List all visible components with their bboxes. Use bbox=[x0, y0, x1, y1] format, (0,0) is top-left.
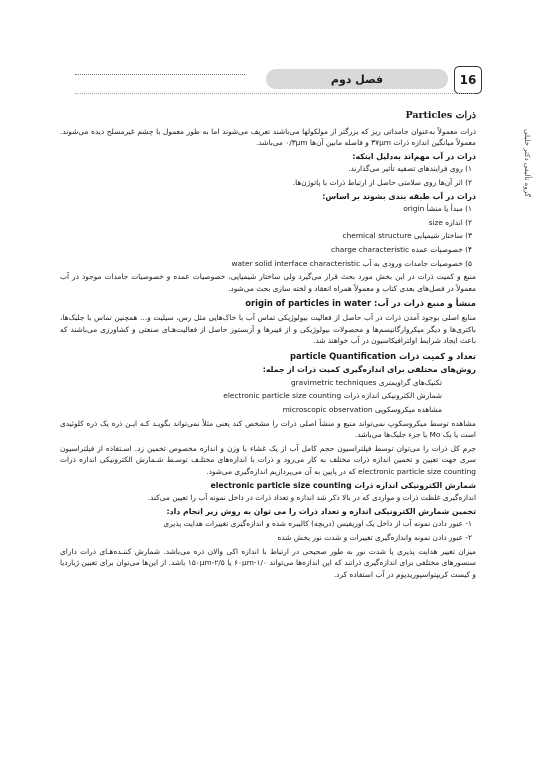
list-item: ۲) اندازه size bbox=[428, 217, 472, 227]
main-content bbox=[60, 110, 476, 582]
page-number-box bbox=[454, 66, 482, 94]
list-item: مشاهده میکروسکوپی microscopic observation bbox=[282, 405, 442, 415]
list-item: ۲- عبور دادن نمونه واندازه‌گیری تغییرات و شدت نور پخش شده bbox=[277, 533, 472, 542]
list-item: ۱) مبدأ یا منشأ origin bbox=[403, 204, 472, 214]
heading-methods: روش‌های مختلفی برای اندازه‌گیری کمیت ذرات از جمله: bbox=[262, 365, 476, 375]
list-item: ۱) روی فرایندهای تصفیه تأثیر می‌گذارند. bbox=[348, 164, 472, 174]
list-item: ۵) خصوصیات جامدات ورودی به آب water solid interface characteristic bbox=[231, 258, 472, 268]
list-item: ۳) ساختار شیمیایی chemical structure bbox=[342, 231, 472, 241]
paragraph-origin: منابع اصلی بوجود آمدن ذرات در آب حاصل از فعالیت بیولوژیکی تماس آب با خاک‌هایی مثل رس، سیلیت و... همچنین تماس با جلبک‌ها، باکتری‌ها و دیگر میکروارگانیسم‌ها و محصولات بیولوژیکی و از فیبرها و آزبستوز حاصل از فعالیت‌هـای صنعتی و کشاورزی می‌باشند که باعث ایجاد شرایط اولترافیکاسیون در آب خواهند شد. bbox=[60, 312, 476, 346]
paragraph-filtration-note: جرم کل ذرات را می‌توان توسط فیلتراسیون حجم کامل آب از یک غشاء با وزن و اندازه مخصوص تخمین زد. اسـتفاده از فیلتراسیون سری جهت تعیین و تخمین اندازه ذرات مختلف به کار می‌رود و ذرات با اندازه‌های مختلـف توسـط شـمارش الکترونیکی اندازه ذرات electronic particle size counting که در پایین به آن می‌پردازیم اندازه‌گیری می‌شود. bbox=[60, 443, 476, 477]
heading-importance: ذرات در آب مهم‌اند به‌دلیل اینکه: bbox=[352, 151, 476, 161]
page-number: 16 bbox=[459, 73, 477, 87]
section-title-quantification: تعداد و کمیت ذرات particle Quantification bbox=[289, 350, 476, 361]
heading-classification: ذرات در آب طبقه بندی بشوند بر اساس: bbox=[322, 191, 476, 201]
sidebar-vertical-label: گروه تألیفی دکتر خلیلی bbox=[523, 129, 531, 197]
paragraph-classification-note: منبع و کمیت ذرات در این بخش مورد بحث قرار می‌گیرد ولی ساختار شیمیایی، خصوصیات عمده و خصوصیات جامدات موجود در آب معمولاً در فصل‌های بعدی کتاب و معمولاً همراه انعقاد و لخته سازی بحث می‌شود. bbox=[60, 272, 476, 293]
paragraph-microscope-note: مشاهده توسط میکروسکوپ نمی‌تواند منبع و منشأ اصلی ذرات را مشخص کند یعنی مثلاً نمی‌تواند بگویـد کـه ایـن ذره یک ذره کلوئیدی است یا یک Mo یا جزء جلبک‌ها می‌باشد. bbox=[60, 418, 476, 440]
list-item: ۲) اثر آن‌ها روی سلامتی حاصل از ارتباط ذرات با پاتوژن‌ها. bbox=[292, 177, 472, 187]
chapter-title-pill bbox=[266, 69, 448, 89]
section-title-particles: ذرات Particles bbox=[405, 110, 476, 121]
list-item: ۴) خصوصیات عمده charge characteristic bbox=[331, 244, 472, 254]
section-title-origin: منشأ و منبع ذرات در آب: origin of particles in water bbox=[245, 298, 476, 309]
list-item: شمارش الکترونیکی اندازه ذرات electronic particle size counting bbox=[223, 391, 442, 401]
paragraph-final-note: میزان تغییر هدایت پذیری یا شدت نور به طور صحیحی در ارتباط با اندازه اکی والان ذره می‌باشد. شمارش کننـده‌هـای ذرات دارای سنسورهای مختلفی برای اندازه‌گیری ذراتند که این اندازه‌ها می‌تواند ۶۰μm-۱/۰ یا ۱۵۰μm-۲/۵ باشد. از این‌ها می‌توان برای تعیین ژیاردیا و کیست کریپتواسپوریدیوم در آب استفاده کرد. bbox=[60, 546, 477, 579]
heading-estimation: تخمین شمارش الکترونیکی اندازه و تعداد ذرات را می توان به روش زیر انجام داد: bbox=[166, 506, 476, 516]
chapter-title: فصل دوم bbox=[330, 72, 384, 86]
header-dotted-rule-lower bbox=[75, 93, 475, 94]
header-dotted-rule bbox=[75, 74, 245, 75]
heading-electronic-counting: شمارش الکترونیکی اندازه ذرات electronic particle size counting bbox=[210, 480, 476, 490]
paragraph-electronic-counting: اندازه‌گیری غلظت ذرات و مواردی که در بالا ذکر شد اندازه و تعداد ذرات در داخل نمونه آب را تعیین می‌کند. bbox=[147, 493, 476, 503]
list-item: تکنیک‌های گراویمتری gravimetric techniques bbox=[290, 377, 442, 387]
list-item: ۱- عبور دادن نمونه آب از داخل یک اوریفیس (دریچه) کالیبره شده و اندازه‌گیری تغییرات هدایت پذیری bbox=[163, 519, 472, 529]
paragraph-particles-intro: ذرات معمولاً به‌عنوان جامداتی ریز که بزرگتر از مولکولها می‌باشند تعریف می‌شوند اما به طور معمول با چشم غیرمسلح دیده می‌شوند. معمولاً میانگین اندازه ذرات ۳۷μm و فاصله مابین آن‌ها ۰/۳μm می‌باشد. bbox=[60, 126, 476, 148]
